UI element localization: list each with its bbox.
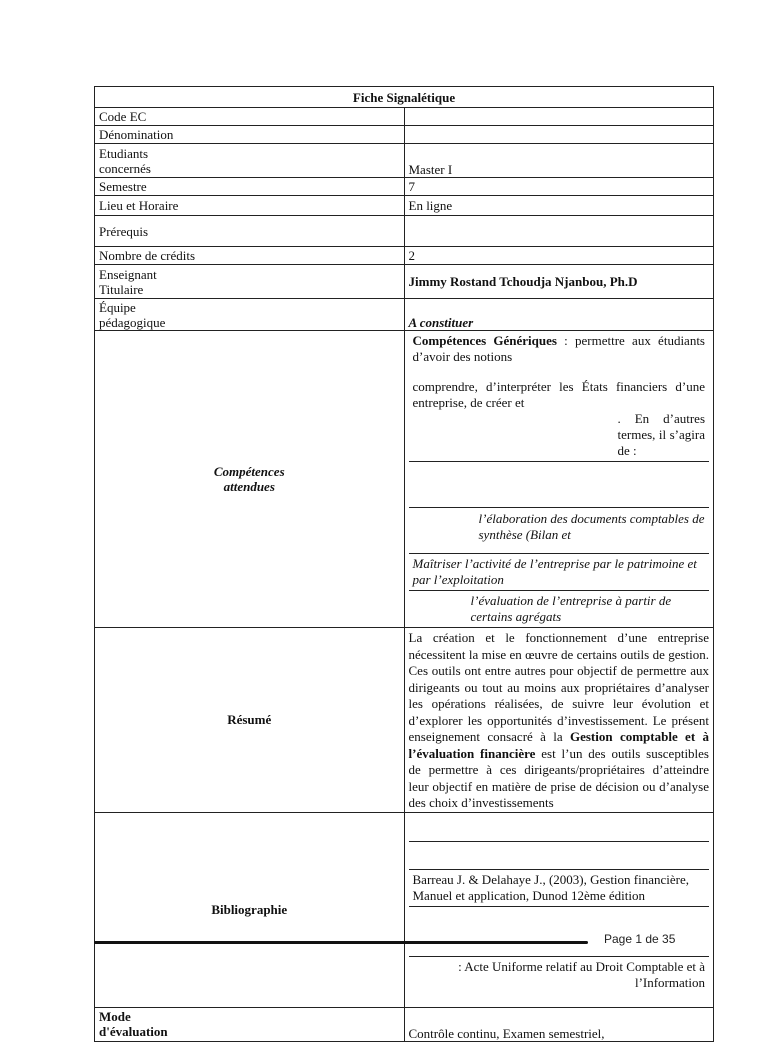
enseignant-label — [95, 265, 405, 299]
competences-label-line1: Compétences — [213, 464, 285, 479]
competences-generic-title: Compétences Génériques — [412, 333, 557, 348]
competences-label — [95, 331, 405, 628]
sheet-title: Fiche Signalétique — [95, 87, 714, 108]
competences-cell — [404, 331, 714, 628]
prerequis-label: Prérequis — [95, 216, 405, 247]
bibliographie-subtable — [409, 813, 710, 1007]
bibliographie-cell — [404, 812, 714, 1007]
footer-rule — [94, 941, 588, 944]
competences-line3: . En d’autres termes, il s’agira de : — [617, 411, 705, 458]
etudiants-value: Master I — [404, 144, 714, 178]
resume-label: Résumé — [95, 628, 405, 813]
lieu-label: Lieu et Horaire — [95, 196, 405, 216]
equipe-value: A constituer — [404, 299, 714, 331]
enseignant-value: Jimmy Rostand Tchoudja Njanbou, Ph.D — [404, 265, 714, 299]
semestre-label: Semestre — [95, 178, 405, 196]
code-ec-value — [404, 108, 714, 126]
enseignant-label-line2: Titulaire — [99, 281, 144, 297]
page-number: Page 1 de 35 — [604, 932, 676, 946]
etudiants-label-line2: concernés — [99, 160, 151, 176]
resume-text — [404, 628, 714, 813]
bibliographie-ref-2: : Acte Uniforme relatif au Droit Comptable et à l’Information — [458, 959, 705, 990]
resume-bold: Gestion comptable et à l’évaluation financière — [408, 729, 709, 761]
bibliographie-row-2 — [409, 842, 710, 870]
evaluation-value: Contrôle continu, Examen semestriel, — [404, 1007, 714, 1041]
etudiants-label-line1: Etudiants — [99, 145, 149, 161]
evaluation-label-line1: Mode — [99, 1009, 131, 1024]
resume-part2: est l’un des outils susceptibles de permettre à ces dirigeants/propriétaires d’atteindre leur objectif en matière de prise de décision ou d’analyse des choix d’investissements — [408, 745, 709, 810]
competences-item-3: Maîtriser l’activité de l’entreprise par le patrimoine et par l’exploitation — [409, 554, 710, 591]
credits-label: Nombre de crédits — [95, 247, 405, 265]
competences-generic-text: : permettre aux étudiants d’avoir des notions — [412, 333, 705, 364]
etudiants-label — [95, 144, 405, 178]
credits-value: 2 — [404, 247, 714, 265]
enseignant-label-line1: Enseignant — [99, 266, 157, 282]
prerequis-value — [404, 216, 714, 247]
bibliographie-ref-1: Barreau J. & Delahaye J., (2003), Gestion financière, Manuel et application, Dunod 12ème édition — [409, 870, 710, 907]
evaluation-label — [95, 1007, 405, 1041]
competences-item-4: l’évaluation de l’entreprise à partir de certains agrégats — [470, 593, 672, 624]
competences-line2: comprendre, d’interpréter les États financiers d’une entreprise, de créer et — [412, 379, 705, 410]
denomination-value — [404, 126, 714, 144]
fiche-signaletique-table — [94, 86, 714, 1042]
equipe-label-line1: Équipe — [99, 299, 136, 315]
resume-part1: La création et le fonctionnement d’une entreprise nécessitent la mise en œuvre de certains outils de gestion. Ces outils ont entre autres pour objectif de permettre aux dirigeants ou tout au moins aux propriétaires d’analyser les opérations réalisées, de suivre leur évolution et d’explorer les opportunités d’investissement. Le présent enseignement consacré à la — [408, 630, 709, 744]
code-ec-label: Code EC — [95, 108, 405, 126]
bibliographie-row-1 — [409, 813, 710, 842]
bibliographie-label: Bibliographie — [95, 812, 405, 1007]
competences-label-line2: attendues — [223, 479, 275, 494]
evaluation-label-line2: d'évaluation — [99, 1024, 168, 1039]
equipe-label — [95, 299, 405, 331]
semestre-value: 7 — [404, 178, 714, 196]
competences-item-2: l’élaboration des documents comptables de synthèse (Bilan et — [409, 508, 710, 554]
equipe-label-line2: pédagogique — [99, 314, 166, 330]
lieu-value: En ligne — [404, 196, 714, 216]
competences-subtable — [409, 331, 710, 627]
competences-generic — [409, 331, 710, 462]
competences-item-1 — [409, 462, 710, 508]
denomination-label: Dénomination — [95, 126, 405, 144]
